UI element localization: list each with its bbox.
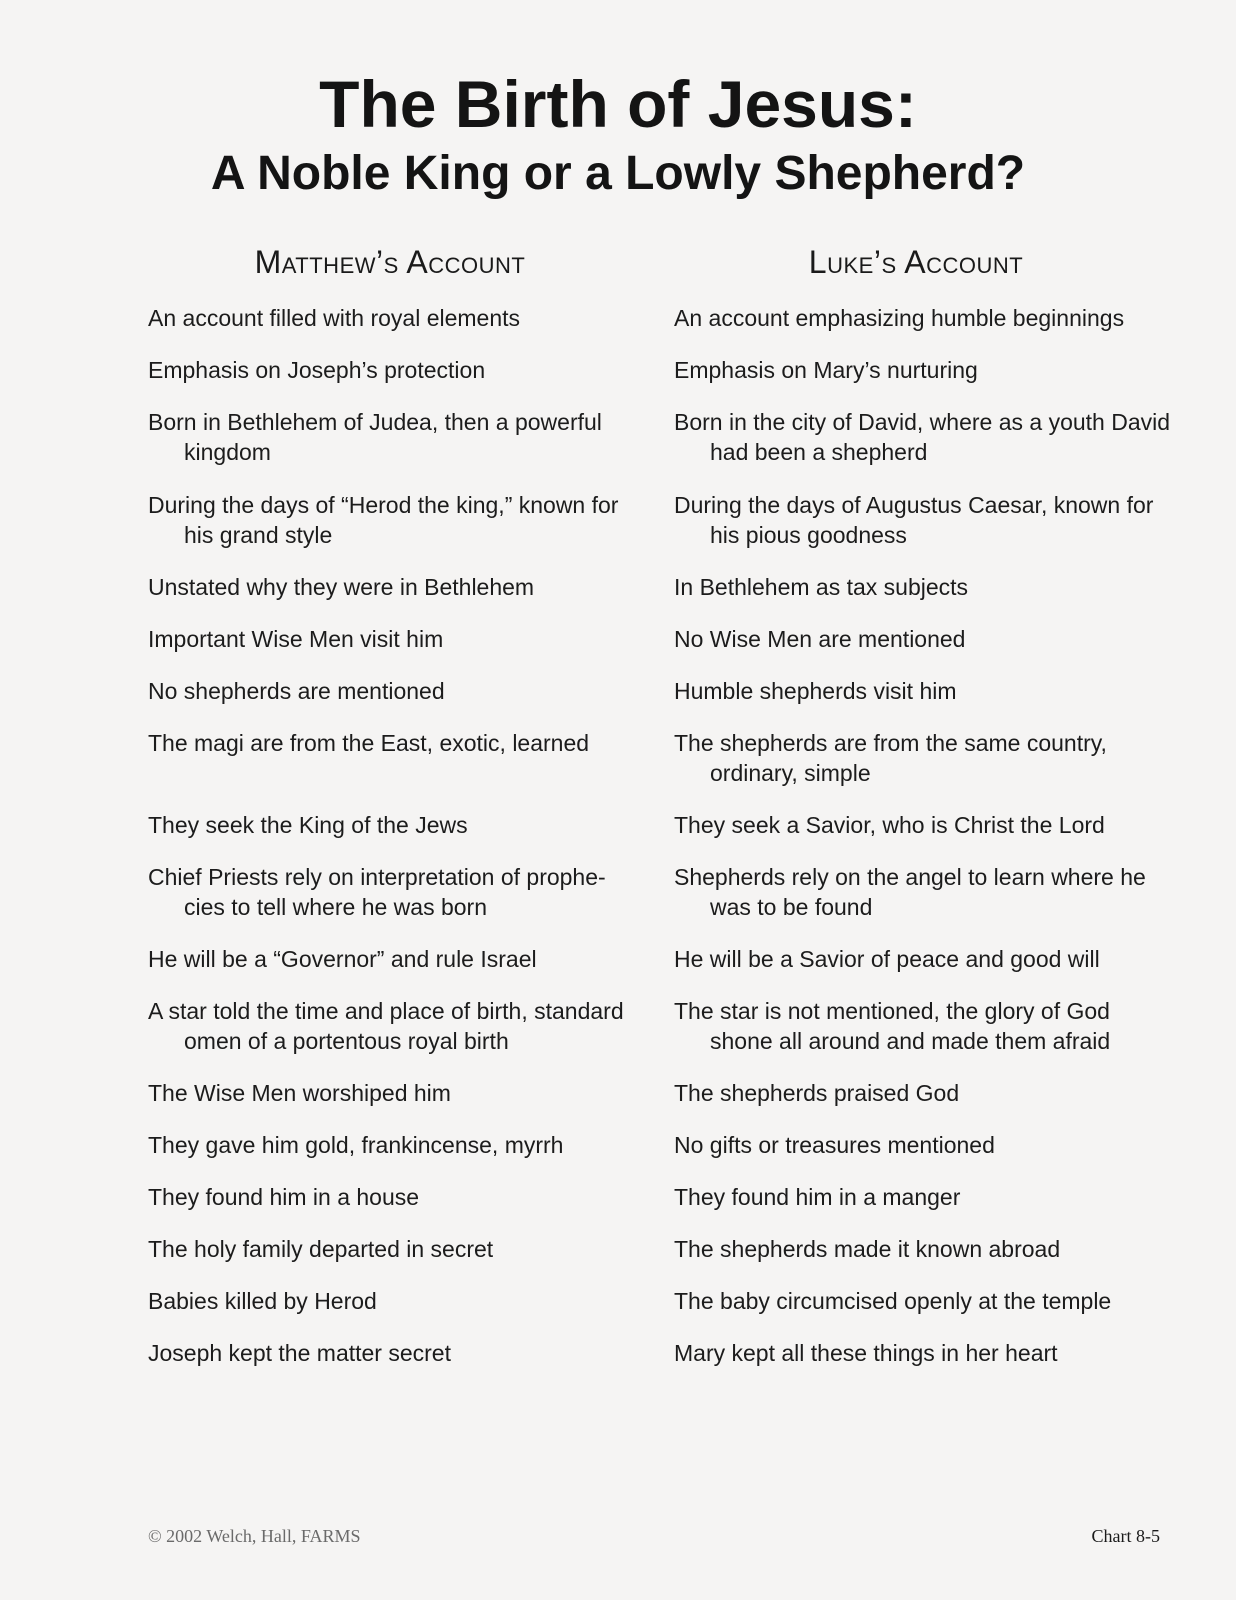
luke-row: Humble shepherds visit him [674, 678, 957, 704]
matthew-row: They gave him gold, frankincense, myrrh [148, 1132, 564, 1158]
matthew-row: Joseph kept the matter secret [148, 1340, 451, 1366]
matthew-row: He will be a “Governor” and rule Israel [148, 946, 537, 972]
luke-row: He will be a Savior of peace and good will [674, 946, 1100, 972]
luke-row: No Wise Men are mentioned [674, 626, 966, 652]
matthew-row: They found him in a house [148, 1184, 420, 1210]
matthew-row: The magi are from the East, exotic, learned [148, 730, 590, 756]
luke-row: They seek a Savior, who is Christ the Lord [674, 812, 1105, 838]
chart-label: Chart 8-5 [1091, 1526, 1160, 1546]
matthew-row: Born in Bethlehem of Judea, then a powerful kingdom [148, 409, 602, 465]
matthew-row: Emphasis on Joseph’s protection [148, 357, 486, 383]
matthew-row: No shepherds are mentioned [148, 678, 445, 704]
luke-row: They found him in a manger [674, 1184, 961, 1210]
matthew-row: An account filled with royal elements [148, 305, 521, 331]
copyright-notice: © 2002 Welch, Hall, FARMS [148, 1526, 361, 1546]
matthew-row: A star told the time and place of birth, standard omen of a portentous royal birth [148, 998, 624, 1054]
page-subtitle: A Noble King or a Lowly Shepherd? [210, 147, 1026, 200]
luke-row: The shepherds made it known abroad [674, 1236, 1061, 1262]
luke-row: Born in the city of David, where as a youth David had been a shepherd [674, 409, 1171, 465]
luke-row: No gifts or treasures mentioned [674, 1132, 995, 1158]
matthew-row: Chief Priests rely on interpretation of prophe-cies to tell where he was born [148, 864, 606, 920]
matthew-row: They seek the King of the Jews [148, 812, 468, 838]
page-title: The Birth of Jesus: [319, 67, 917, 141]
luke-column-header: Luke’s Account [808, 244, 1024, 280]
luke-row: In Bethlehem as tax subjects [674, 574, 969, 600]
luke-row: The shepherds praised God [674, 1080, 960, 1106]
matthew-row: Important Wise Men visit him [148, 626, 444, 652]
luke-row: During the days of Augustus Caesar, known for his pious goodness [674, 492, 1154, 548]
luke-row: The star is not mentioned, the glory of God shone all around and made them afraid [674, 998, 1111, 1054]
matthew-row: Babies killed by Herod [148, 1288, 377, 1314]
matthew-row: During the days of “Herod the king,” known for his grand style [148, 492, 619, 548]
matthew-row: The Wise Men worshiped him [148, 1080, 451, 1106]
matthew-row: Unstated why they were in Bethlehem [148, 574, 535, 600]
luke-row: Shepherds rely on the angel to learn where he was to be found [674, 864, 1146, 920]
luke-row: Mary kept all these things in her heart [674, 1340, 1058, 1366]
luke-row: The shepherds are from the same country, ordinary, simple [674, 730, 1107, 786]
luke-row: The baby circumcised openly at the temple [674, 1288, 1112, 1314]
luke-row: Emphasis on Mary’s nurturing [674, 357, 978, 383]
luke-row: An account emphasizing humble beginnings [674, 305, 1125, 331]
matthew-row: The holy family departed in secret [148, 1236, 494, 1262]
matthew-column-header: Matthew’s Account [254, 244, 526, 280]
